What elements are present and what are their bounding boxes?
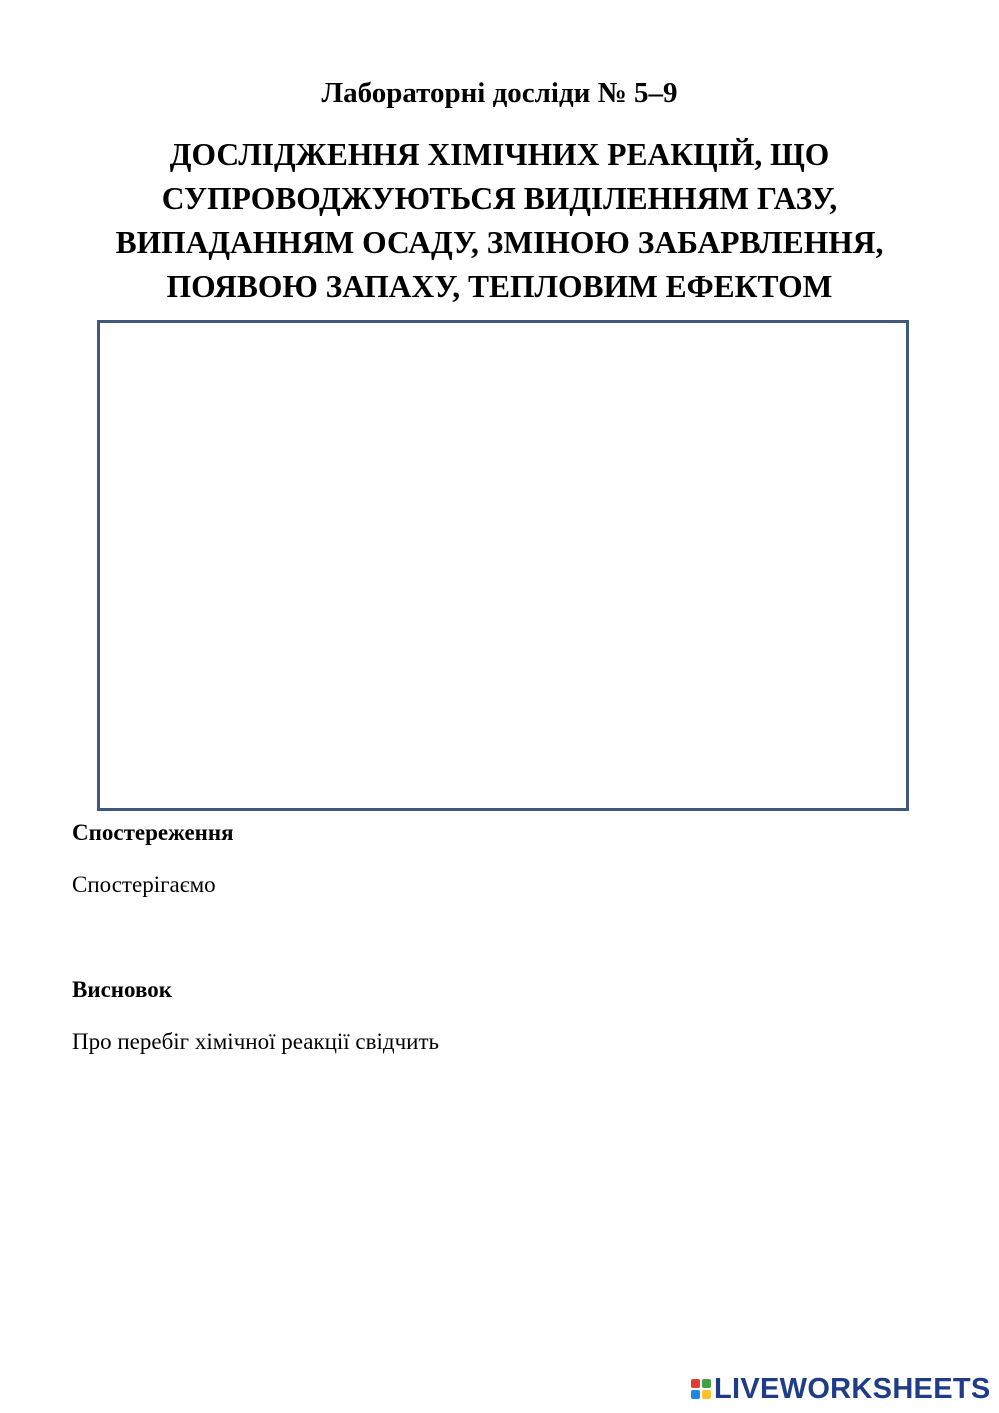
page-title (40, 133, 959, 309)
liveworksheets-logo (691, 1371, 991, 1407)
logo-square-red (691, 1379, 700, 1388)
title-line-2: СУПРОВОДЖУЮТЬСЯ ВИДІЛЕННЯМ ГАЗУ, (161, 181, 838, 216)
title-line-1: ДОСЛІДЖЕННЯ ХІМІЧНИХ РЕАКЦІЙ, ЩО (169, 137, 830, 172)
logo-badge-icon (691, 1379, 711, 1399)
observation-text: Спостерігаємо (72, 872, 216, 897)
logo-square-green (702, 1379, 711, 1388)
conclusion-text: Про перебіг хімічної реакції свідчить (72, 1029, 440, 1054)
logo-square-yellow (702, 1390, 711, 1399)
logo-square-blue (691, 1390, 700, 1399)
title-line-3: ВИПАДАННЯМ ОСАДУ, ЗМІНОЮ ЗАБАРВЛЕННЯ, (115, 225, 884, 260)
conclusion-heading: Висновок (72, 977, 172, 1002)
content-frame (97, 320, 909, 811)
title-line-4: ПОЯВОЮ ЗАПАХУ, ТЕПЛОВИМ ЕФЕКТОМ (166, 269, 833, 304)
observation-heading: Спостереження (72, 820, 234, 845)
lab-subtitle: Лабораторні досліди № 5–9 (321, 77, 678, 109)
logo-text: LIVEWORKSHEETS (714, 1373, 991, 1405)
